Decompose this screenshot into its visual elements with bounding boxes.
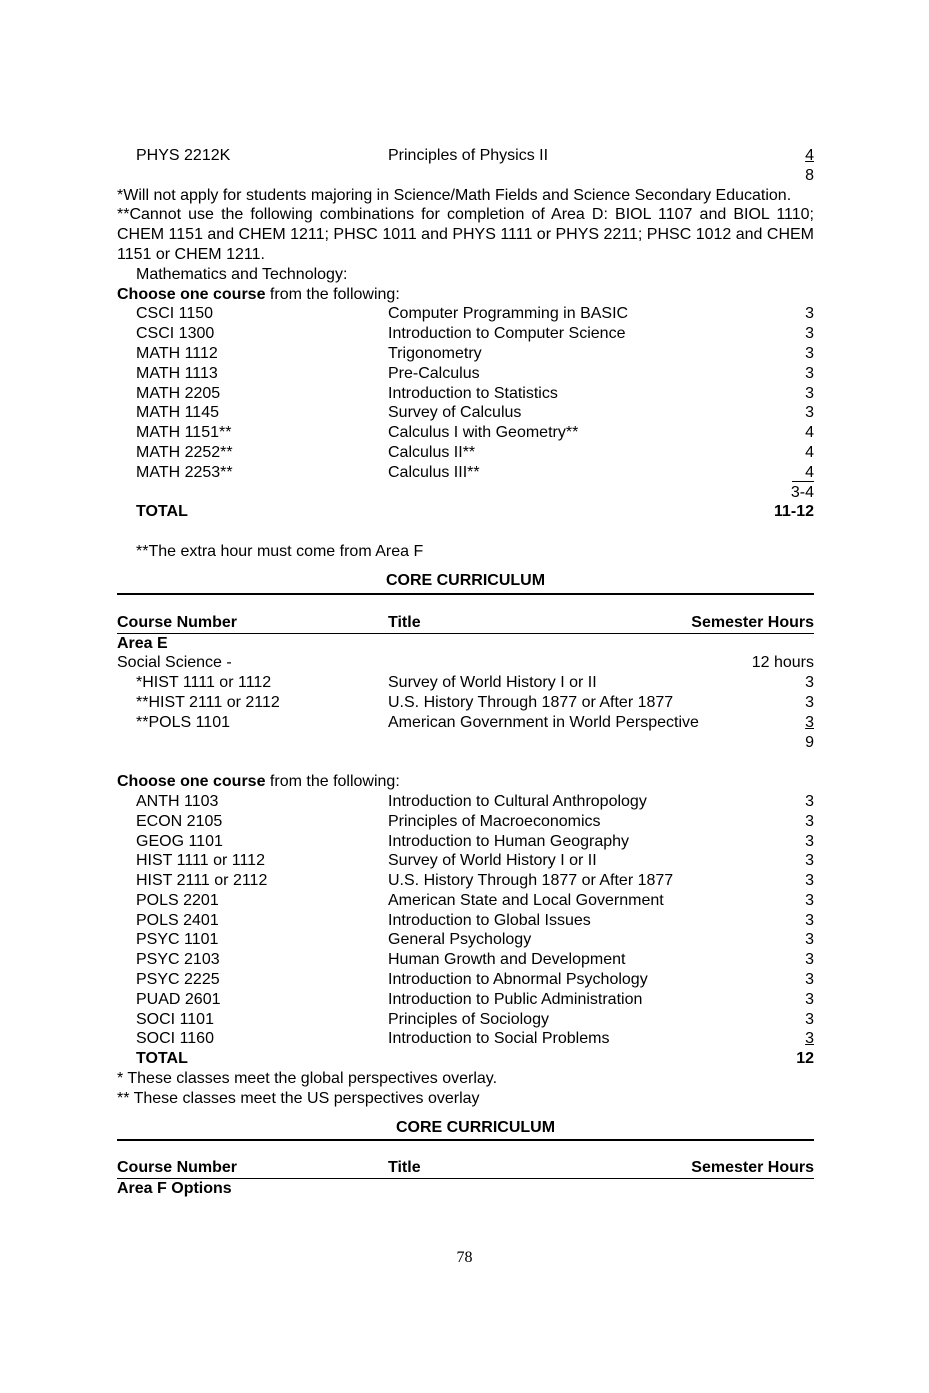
course-number: CSCI 1300 — [136, 325, 215, 343]
course-row — [117, 443, 814, 463]
course-number: HIST 1111 or 1112 — [136, 852, 265, 870]
course-hours: 3 — [805, 305, 814, 323]
subtotal-hours: 9 — [805, 733, 814, 751]
area-label: Area E — [117, 634, 168, 652]
course-row — [117, 1029, 814, 1049]
footnote-us-text: ** These classes meet the US perspectives overlay — [117, 1089, 480, 1107]
area-label-row — [117, 634, 814, 654]
course-row — [117, 673, 814, 693]
course-hours: 3 — [805, 325, 814, 343]
course-row — [117, 911, 814, 931]
course-number: **HIST 2111 or 2112 — [136, 693, 280, 711]
course-number: MATH 2252** — [136, 443, 233, 461]
total-row — [117, 502, 814, 522]
course-number: PHYS 2212K — [136, 147, 231, 164]
elective-course-list — [117, 792, 814, 1049]
course-hours: 3 — [805, 931, 814, 949]
footnote-global — [117, 1069, 814, 1089]
course-title: Principles of Sociology — [388, 1010, 549, 1028]
column-header-title: Title — [388, 613, 421, 631]
course-hours: 3 — [805, 971, 814, 989]
social-science-row — [117, 653, 814, 673]
course-hours: 3 — [805, 384, 814, 402]
choose-instruction — [117, 285, 814, 305]
math-tech-label: Mathematics and Technology: — [136, 265, 348, 283]
course-hours: 3 — [805, 344, 814, 362]
course-number: ANTH 1103 — [136, 792, 219, 810]
footnote-global-text: * These classes meet the global perspectives overlay. — [117, 1070, 498, 1088]
math-course-list — [117, 304, 814, 482]
course-number: MATH 1113 — [136, 364, 218, 382]
course-title: Human Growth and Development — [388, 951, 626, 969]
course-row — [117, 990, 814, 1010]
course-title: Introduction to Cultural Anthropology — [388, 792, 647, 810]
course-number: CSCI 1150 — [136, 305, 214, 323]
note-double-asterisk: **Cannot use the following combinations for completion of Area D: BIOL 1107 and BIOL 1110; CHEM 1151 and CHEM 1211; PHSC 1011 and PHYS 1111 or PHYS 2211; PHSC 1012 and CHEM 1151 or CHEM 1211. — [117, 206, 814, 263]
note-single-asterisk: *Will not apply for students majoring in Science/Math Fields and Science Secondary Education. — [117, 186, 792, 204]
course-hours: 3 — [805, 812, 814, 830]
course-title: Principles of Physics II — [388, 147, 549, 164]
required-course-list — [117, 673, 814, 732]
course-number: HIST 2111 or 2112 — [136, 872, 268, 890]
course-title: American State and Local Government — [388, 891, 664, 909]
subtotal-hours: 8 — [805, 166, 814, 184]
course-number: SOCI 1160 — [136, 1030, 214, 1048]
table-header — [117, 613, 814, 634]
course-hours: 3 — [805, 852, 814, 870]
course-title: Survey of Calculus — [388, 404, 522, 422]
course-hours: 3 — [805, 674, 814, 692]
course-title: Calculus III** — [388, 463, 480, 481]
course-row — [117, 713, 814, 733]
column-header-course: Course Number — [117, 613, 238, 631]
total-row — [117, 1049, 814, 1069]
course-hours: 3 — [805, 911, 814, 929]
course-row — [117, 851, 814, 871]
course-hours: 3 — [805, 1010, 814, 1028]
column-header-title: Title — [388, 1159, 421, 1177]
course-title: Trigonometry — [388, 344, 482, 362]
course-number: PSYC 1101 — [136, 931, 219, 949]
course-number: SOCI 1101 — [136, 1010, 214, 1028]
course-hours: 3 — [805, 713, 814, 731]
subtotal-hours: 3-4 — [790, 483, 814, 501]
course-row — [117, 384, 814, 404]
column-header-hours: Semester Hours — [691, 613, 814, 631]
course-number: MATH 1151** — [136, 424, 232, 442]
extra-hour-note: **The extra hour must come from Area F — [136, 542, 424, 560]
course-title: General Psychology — [388, 931, 532, 949]
social-science-label: Social Science - — [117, 654, 232, 672]
course-number: MATH 2253** — [136, 463, 233, 481]
extra-hour-note-row — [117, 542, 814, 562]
course-title: Introduction to Human Geography — [388, 832, 630, 850]
course-row — [117, 812, 814, 832]
course-row — [117, 304, 814, 324]
course-row — [117, 1010, 814, 1030]
course-hours: 4 — [792, 464, 814, 482]
course-row — [117, 364, 814, 384]
course-title: Computer Programming in BASIC — [388, 305, 629, 323]
course-number: PUAD 2601 — [136, 990, 221, 1008]
course-hours: 4 — [805, 443, 814, 461]
course-row — [117, 970, 814, 990]
course-title: American Government in World Perspective — [388, 713, 699, 731]
course-number: **POLS 1101 — [136, 713, 230, 731]
section-heading: CORE CURRICULUM — [395, 1118, 556, 1136]
column-header-hours: Semester Hours — [691, 1159, 814, 1177]
social-science-hours: 12 hours — [751, 654, 814, 672]
course-hours: 3 — [805, 693, 814, 711]
course-title: U.S. History Through 1877 or After 1877 — [388, 693, 674, 711]
course-title: Survey of World History I or II — [388, 674, 597, 692]
course-number: PSYC 2103 — [136, 951, 220, 969]
choose-bold: Choose one course — [117, 285, 266, 303]
course-hours: 3 — [805, 364, 814, 382]
course-row — [117, 930, 814, 950]
subtotal-row — [117, 733, 814, 753]
course-title: Introduction to Abnormal Psychology — [388, 971, 648, 989]
course-hours: 4 — [805, 147, 814, 164]
course-title: Survey of World History I or II — [388, 852, 597, 870]
total-value: 11-12 — [773, 503, 814, 521]
course-row — [117, 324, 814, 344]
course-row — [117, 146, 814, 166]
choose-instruction — [117, 772, 814, 792]
choose-rest: from the following: — [265, 285, 400, 303]
course-number: MATH 2205 — [136, 384, 221, 402]
page-number: 78 — [456, 1249, 473, 1266]
course-row — [117, 792, 814, 812]
area-label: Area F Options — [117, 1180, 232, 1198]
course-hours: 3 — [805, 990, 814, 1008]
subtotal-row — [117, 166, 814, 186]
course-title: Introduction to Public Administration — [388, 990, 643, 1008]
subtotal-row — [117, 483, 814, 503]
total-value: 12 — [796, 1050, 814, 1068]
table-header — [117, 1158, 814, 1179]
choose-bold: Choose one course — [117, 773, 266, 791]
math-tech-label-row — [117, 265, 814, 285]
course-row — [117, 950, 814, 970]
course-hours: 3 — [805, 832, 814, 850]
course-title: Calculus I with Geometry** — [388, 424, 579, 442]
course-row — [117, 871, 814, 891]
footnote-us — [117, 1089, 814, 1109]
course-hours: 3 — [805, 891, 814, 909]
total-label: TOTAL — [136, 1050, 188, 1068]
course-row — [117, 344, 814, 364]
course-number: POLS 2201 — [136, 891, 219, 909]
course-hours: 3 — [805, 951, 814, 969]
course-hours: 3 — [805, 872, 814, 890]
column-header-course: Course Number — [117, 1159, 238, 1177]
course-title: U.S. History Through 1877 or After 1877 — [388, 872, 674, 890]
area-label-row — [117, 1179, 814, 1199]
course-title: Introduction to Computer Science — [388, 325, 626, 343]
course-number: *HIST 1111 or 1112 — [136, 674, 272, 692]
course-row — [117, 693, 814, 713]
course-number: ECON 2105 — [136, 812, 223, 830]
course-title: Principles of Macroeconomics — [388, 812, 601, 830]
course-row — [117, 891, 814, 911]
course-hours: 3 — [805, 792, 814, 810]
course-title: Introduction to Social Problems — [388, 1030, 610, 1048]
course-title: Pre-Calculus — [388, 364, 480, 382]
course-number: MATH 1145 — [136, 404, 219, 422]
course-number: GEOG 1101 — [136, 832, 223, 850]
choose-rest: from the following: — [265, 773, 400, 791]
section-heading: CORE CURRICULUM — [385, 571, 546, 589]
course-title: Calculus II** — [388, 443, 476, 461]
course-number: PSYC 2225 — [136, 971, 220, 989]
course-row — [117, 403, 814, 423]
course-number: MATH 1112 — [136, 344, 218, 362]
document-page — [117, 146, 814, 1199]
course-hours: 3 — [805, 1030, 814, 1048]
course-row — [117, 463, 814, 483]
total-label: TOTAL — [136, 503, 188, 521]
course-row — [117, 832, 814, 852]
course-hours: 4 — [805, 424, 814, 442]
course-row — [117, 423, 814, 443]
course-title: Introduction to Global Issues — [388, 911, 591, 929]
course-hours: 3 — [805, 404, 814, 422]
course-title: Introduction to Statistics — [388, 384, 558, 402]
course-number: POLS 2401 — [136, 911, 219, 929]
